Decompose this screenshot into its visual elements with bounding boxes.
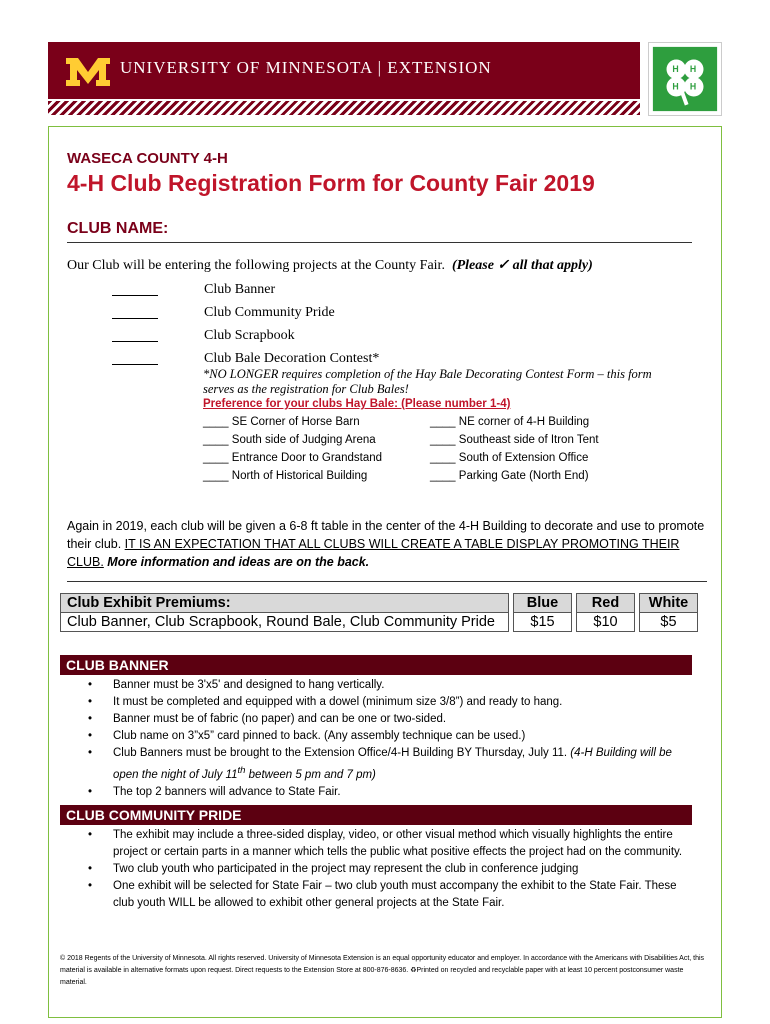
no-longer-note: *NO LONGER requires completion of the Hay Bale Decorating Contest Form – this form serves as the registration for Club Bales! [203, 367, 652, 396]
bale-location-option[interactable]: ____ Parking Gate (North End) [430, 470, 589, 482]
bale-location-option[interactable]: ____ South side of Judging Arena [203, 434, 376, 446]
bale-location-option[interactable]: ____ South of Extension Office [430, 452, 589, 464]
bale-location-option[interactable]: ____ Southeast side of Itron Tent [430, 434, 599, 446]
project-check-blank[interactable] [112, 307, 158, 319]
bale-location-option[interactable]: ____ North of Historical Building [203, 470, 368, 482]
premium-header: Club Exhibit Premiums: [61, 594, 509, 613]
list-item: • Banner must be of fabric (no paper) and can be one or two-sided. [88, 711, 698, 728]
university-title: UNIVERSITY OF MINNESOTA | EXTENSION [120, 58, 492, 77]
university-m-logo [66, 56, 110, 86]
table-row [61, 613, 698, 632]
county-label: WASECA COUNTY 4-H [67, 150, 228, 167]
premiums-table [60, 593, 698, 632]
club-name-field[interactable] [67, 242, 692, 243]
bale-preference-heading: Preference for your clubs Hay Bale: (Please number 1-4) [203, 398, 511, 410]
bale-location-option[interactable]: ____ SE Corner of Horse Barn [203, 416, 360, 428]
bale-location-option[interactable]: ____ Entrance Door to Grandstand [203, 452, 383, 464]
form-title: 4-H Club Registration Form for County Fair 2019 [67, 170, 595, 196]
list-item: • Club name on 3”x5” card pinned to back. (Any assembly technique can be used.) [88, 728, 698, 745]
club-banner-list [88, 677, 698, 801]
divider [67, 581, 707, 582]
project-label: Club Banner [204, 282, 276, 297]
4h-clover-logo [648, 42, 722, 116]
project-row [112, 305, 335, 324]
project-check-blank[interactable] [112, 353, 158, 365]
svg-text:H: H [689, 81, 697, 92]
list-item: • Club Banners must be brought to the Extension Office/4-H Building BY Thursday, July 11. (4-H Building will be open the night of July 11th between 5 pm and 7 pm) [88, 745, 698, 784]
premium-cell: $15 [514, 613, 572, 632]
list-item: • One exhibit will be selected for State Fair – two club youth must accompany the exhibit to the State Fair. These club youth WILL be allowed to exhibit other general projects at the State Fair. [88, 878, 698, 912]
copyright-footer: © 2018 Regents of the University of Minnesota. All rights reserved. University of Minnesota Extension is an equal opportunity educator and employer. In accordance with the Americans with Disabilities Act, this material is available in alternative formats upon request. Direct requests to the Extension Store at 800-876-8636. ♻Printed on recycled and recyclable paper with at least 10 percent postconsumer waste material. [60, 955, 705, 986]
premium-cell: $10 [577, 613, 635, 632]
club-banner-heading: CLUB BANNER [60, 655, 692, 675]
svg-text:H: H [672, 64, 679, 75]
list-item: • The top 2 banners will advance to State Fair. [88, 784, 698, 801]
project-label: Club Scrapbook [204, 328, 295, 343]
svg-text:H: H [689, 64, 697, 75]
project-row [112, 328, 295, 347]
project-label: Club Bale Decoration Contest* [204, 351, 380, 366]
svg-text:H: H [672, 81, 679, 92]
intro-text: Our Club will be entering the following projects at the County Fair. (Please ✓ all that apply) [67, 258, 593, 273]
project-check-blank[interactable] [112, 284, 158, 296]
list-item: • The exhibit may include a three-sided display, video, or other visual method which visually highlights the entire project or certain parts in a manner which tells the public what positive effects the project had on the community. [88, 827, 698, 861]
club-name-label: CLUB NAME: [67, 220, 169, 237]
premium-header: Blue [514, 594, 572, 613]
project-check-blank[interactable] [112, 330, 158, 342]
table-display-paragraph: Again in 2019, each club will be given a 6-8 ft table in the center of the 4-H Building to decorate and use to promote their club. IT IS AN EXPECTATION THAT ALL CLUBS WILL CREATE A TABLE DISPLAY PROMOTING THEIR CLUB. More information and ideas are on the back. [67, 519, 705, 569]
community-pride-list [88, 827, 698, 912]
project-row [112, 351, 380, 370]
community-pride-heading: CLUB COMMUNITY PRIDE [60, 805, 692, 825]
premium-cell: Club Banner, Club Scrapbook, Round Bale, Club Community Pride [61, 613, 509, 632]
list-item: • It must be completed and equipped with a dowel (minimum size 3/8”) and ready to hang. [88, 694, 698, 711]
project-label: Club Community Pride [204, 305, 335, 320]
header-stripes [48, 101, 640, 115]
premium-header: Red [577, 594, 635, 613]
premium-header: White [640, 594, 698, 613]
university-header-banner [48, 42, 640, 99]
list-item: • Two club youth who participated in the project may represent the club in conference judging [88, 861, 698, 878]
project-row [112, 282, 276, 301]
bale-location-option[interactable]: ____ NE corner of 4-H Building [430, 416, 590, 428]
premium-cell: $5 [640, 613, 698, 632]
recycle-icon: ♻ [410, 967, 417, 974]
list-item: • Banner must be 3'x5' and designed to hang vertically. [88, 677, 698, 694]
table-header-row [61, 594, 698, 613]
